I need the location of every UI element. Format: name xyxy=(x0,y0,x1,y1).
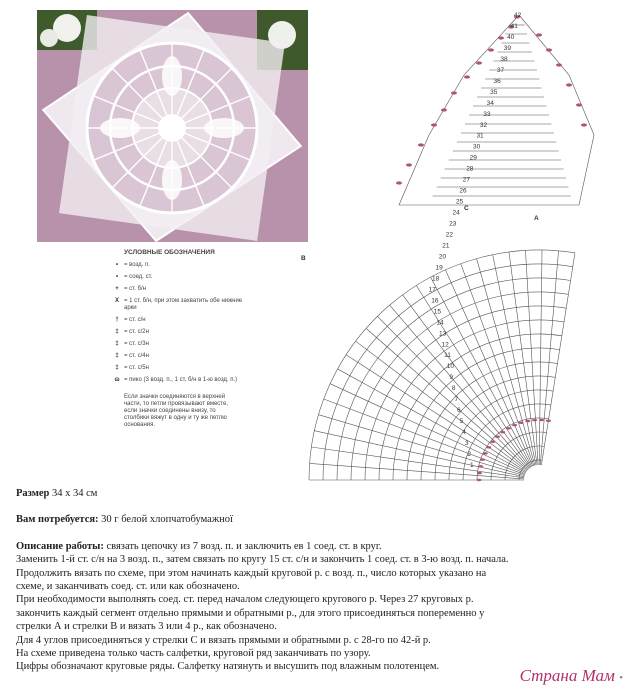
legend-note: Если значки соединяются в верхней части, то петли провязывают вместе, если значки соединены внизу, то столбики вяжут в одну и ту же петлю основания. xyxy=(124,394,228,428)
row-number: 26 xyxy=(459,187,467,195)
row-number: 12 xyxy=(441,341,449,349)
row-number: 37 xyxy=(496,66,505,74)
row-number: 5 xyxy=(459,418,464,426)
row-number: 35 xyxy=(490,88,498,96)
row-number: 18 xyxy=(432,275,440,283)
legend-item-text: = возд. п. xyxy=(124,262,150,268)
size-label: Размер xyxy=(16,488,50,499)
double-crochet-symbol: † xyxy=(115,317,119,323)
pink-stitch-mark xyxy=(406,163,412,166)
single-crochet-symbol: + xyxy=(115,286,119,292)
row-number: 40 xyxy=(507,33,515,41)
pink-stitch-mark xyxy=(519,422,524,424)
description-line: схеме, и заканчивать соед. ст. или как обозначено. xyxy=(16,581,240,593)
row-number: 42 xyxy=(514,12,522,19)
legend-item xyxy=(110,317,250,324)
row-number: 29 xyxy=(469,154,477,162)
joined-single-crochet-symbol: X xyxy=(114,298,119,304)
materials-value: 30 г белой хлопчатобумажної xyxy=(101,514,233,526)
stitch-line xyxy=(525,250,538,465)
pink-stitch-mark xyxy=(476,61,482,64)
pattern-description xyxy=(16,487,616,674)
arrow-marker: A xyxy=(534,215,539,222)
row-number: 8 xyxy=(451,385,456,393)
slip-stitch-symbol: • xyxy=(115,274,119,280)
arrow-marker: C xyxy=(464,205,469,212)
row-number: 34 xyxy=(486,99,494,107)
description-label: Описание работы: xyxy=(16,540,104,552)
description-line: При необходимости выполнять соед. ст. перед началом следующего кругового р. Через 27 круговых р. xyxy=(16,594,474,606)
double-treble-symbol: ‡ xyxy=(115,341,119,347)
corner-outline xyxy=(399,15,594,205)
pink-stitch-mark xyxy=(512,424,517,426)
legend-item xyxy=(110,286,250,293)
pink-stitch-mark xyxy=(581,123,587,126)
legend-item xyxy=(110,262,250,269)
quadruple-treble-symbol: ‡ xyxy=(115,365,119,371)
legend-item-text: = 1 ст. б/н, при этом захватить обе нижние арки xyxy=(124,298,243,311)
materials-label: Вам потребуется: xyxy=(16,514,99,526)
row-number: 11 xyxy=(444,352,451,360)
row-number: 17 xyxy=(428,286,436,294)
pink-stitch-mark xyxy=(500,431,505,433)
legend-item xyxy=(110,365,250,372)
pink-stitch-mark xyxy=(525,420,530,422)
round-arc xyxy=(379,320,564,480)
pink-stitch-mark xyxy=(546,420,551,422)
description-text: связать цепочку из 7 возд. п. и заключить ев 1 соед. ст. в круг. xyxy=(106,540,382,552)
row-number: 39 xyxy=(503,44,511,52)
watermark-brand: Страна Мам xyxy=(519,666,615,685)
row-number: 31 xyxy=(476,132,484,140)
pink-stitch-mark xyxy=(498,36,504,39)
pink-stitch-mark xyxy=(441,108,447,111)
row-number: 16 xyxy=(431,297,439,305)
description-line: Заменить 1-й ст. с/н на 3 возд. п., затем связать по кругу 15 ст. с/н и закончить 1 соед. ст. в 3-ю возд. п. начала. xyxy=(16,554,509,566)
legend-item xyxy=(110,353,250,360)
materials-line xyxy=(16,513,616,526)
pink-stitch-mark xyxy=(556,63,562,66)
pink-stitch-mark xyxy=(490,441,495,443)
row-number: 15 xyxy=(433,308,442,316)
legend-item-text: = соед. ст. xyxy=(124,274,153,280)
row-number: 41 xyxy=(510,22,518,30)
round-arc xyxy=(421,362,557,480)
stitch-line xyxy=(541,253,575,465)
pink-stitch-mark xyxy=(451,91,457,94)
row-number: 21 xyxy=(442,242,450,250)
row-number: 28 xyxy=(466,165,474,173)
legend-item xyxy=(110,298,250,312)
pink-stitch-mark xyxy=(539,419,544,421)
stitch-line xyxy=(346,355,526,472)
triple-treble-symbol: ‡ xyxy=(115,353,119,359)
description-line: закончить каждый сегмент отдельно прямыми и обратными р., для этого присоединяться попеременно у xyxy=(16,607,485,619)
stitch-line xyxy=(509,252,537,465)
row-number: 30 xyxy=(473,143,481,151)
stitch-line xyxy=(366,328,528,470)
legend-item-text: = ст. б/н xyxy=(124,286,147,292)
row-number: 38 xyxy=(500,55,508,63)
legend-item-text: = ст. с/2н xyxy=(124,329,149,335)
stitch-line xyxy=(540,251,558,465)
pink-stitch-mark xyxy=(418,143,424,146)
row-number: 24 xyxy=(452,209,460,217)
legend-item-text: = ст. с/3н xyxy=(124,341,149,347)
row-number: 7 xyxy=(454,396,459,404)
row-number: 19 xyxy=(435,264,443,272)
legend-item xyxy=(110,329,250,336)
pink-stitch-mark xyxy=(488,48,494,51)
pink-stitch-mark xyxy=(396,181,402,184)
legend-item xyxy=(110,377,250,384)
round-arc xyxy=(393,334,562,480)
pink-stitch-mark xyxy=(536,33,542,36)
pink-stitch-mark xyxy=(506,427,511,429)
description-line: Для 4 углов присоединяться у стрелки С и вязать прямыми и обратными р. с 28-го по 42-й р. xyxy=(16,634,431,646)
row-number: 10 xyxy=(446,363,454,371)
description-line: Продолжить вязать по схеме, при этом начинать каждый круговой р. с возд. п., число которых указано на xyxy=(16,567,487,579)
pink-stitch-mark xyxy=(478,465,483,467)
round-arc xyxy=(323,264,573,480)
description-line: Цифры обозначают круговые ряды. Салфетку натянуть и высушить под влажным полотенцем. xyxy=(16,661,440,673)
stitch-line xyxy=(445,270,532,466)
row-number: 13 xyxy=(438,330,447,338)
row-number: 3 xyxy=(464,440,469,448)
row-number: 25 xyxy=(455,198,464,206)
description-line: На схеме приведена только часть салфетки, круговой ряд заканчивать по узору. xyxy=(16,648,371,660)
pink-stitch-mark xyxy=(477,479,482,481)
pink-stitch-mark xyxy=(477,472,482,474)
chain-stitch-symbol: • xyxy=(115,262,119,268)
pink-stitch-mark xyxy=(464,75,470,78)
picot-symbol: ɷ xyxy=(114,377,120,383)
legend-item-text: = ст. с/н xyxy=(124,317,146,323)
round-arc xyxy=(309,250,575,480)
row-number: 4 xyxy=(462,429,466,437)
legend-item-text: = ст. с/5н xyxy=(124,365,149,371)
row-number: 23 xyxy=(449,220,457,228)
size-value: 34 х 34 см xyxy=(52,488,98,499)
row-number: 14 xyxy=(436,319,444,327)
treble-crochet-symbol: ‡ xyxy=(115,329,119,335)
pink-stitch-mark xyxy=(486,446,491,448)
pink-stitch-mark xyxy=(495,435,500,437)
legend-title: УСЛОВНЫЕ ОБОЗНАЧЕНИЯ xyxy=(124,249,215,256)
pink-stitch-mark xyxy=(483,452,488,454)
description-line: стрелки А и стрелки В и вязать 3 или 4 р., как обозначено. xyxy=(16,621,277,633)
row-number: 6 xyxy=(457,407,461,415)
description-first-line xyxy=(16,540,616,553)
arrow-marker: B xyxy=(301,255,306,262)
pink-stitch-mark xyxy=(566,83,572,86)
site-watermark xyxy=(520,666,623,686)
row-number: 22 xyxy=(445,231,453,239)
row-number: 2 xyxy=(467,451,472,459)
stitch-line xyxy=(539,250,542,465)
row-number: 20 xyxy=(438,253,447,261)
row-number: 27 xyxy=(462,176,471,184)
pink-stitch-mark xyxy=(532,419,537,421)
row-number: 9 xyxy=(449,374,453,382)
crochet-chart xyxy=(249,5,624,485)
legend-item xyxy=(110,274,250,281)
row-number: 33 xyxy=(483,110,491,118)
legend-item-text: = ст. с/4н xyxy=(124,353,149,359)
pink-stitch-mark xyxy=(480,458,485,460)
stitch-line xyxy=(330,384,525,474)
row-number: 36 xyxy=(493,77,501,85)
legend-item-text: = пико (3 возд. п., 1 ст. б/н в 1-ю возд. п.) xyxy=(124,377,238,383)
pink-stitch-mark xyxy=(431,123,437,126)
legend-item xyxy=(110,341,250,348)
size-line xyxy=(16,487,616,500)
stitch-line xyxy=(377,316,528,469)
pink-stitch-mark xyxy=(576,103,582,106)
stitch-line xyxy=(314,431,524,477)
watermark-dot: • xyxy=(619,672,623,684)
pink-stitch-mark xyxy=(546,48,552,51)
row-number: 1 xyxy=(470,462,474,469)
row-number: 32 xyxy=(479,121,488,129)
symbol-legend xyxy=(110,249,250,484)
